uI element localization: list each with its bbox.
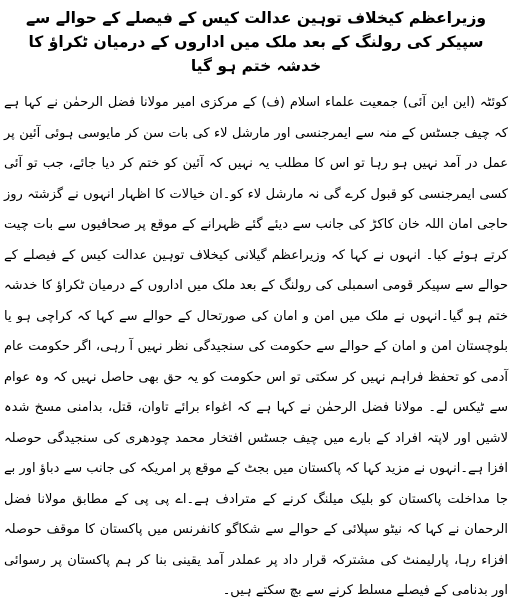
news-article — [4, 2, 508, 598]
article-body: کوئٹہ (این این آئی) جمعیت علماء اسلام (ف) کے مرکزی امیر مولانا فضل الرحمٰن نے کہا ہے کہ چیف جسٹس کے منہ سے ایمرجنسی اور مارشل لاء کی بات سن کر مایوسی ہوئی آئین پر عمل در آمد نہیں ہو رہا تو اس کا مطلب یہ نہیں کہ آئین کو ختم کر دیا جائے، جب تو آئی کسی ایمرجنسی کو قبول کرے گی نہ مارشل لاء کو۔ان خیالات کا اظہار انہوں نے گزشتہ روز حاجی امان اللہ خان کاکڑ کی جانب سے دیئے گئے ظہرانے کے موقع پر صحافیوں سے بات چیت کرتے ہوئے کیا۔ انہوں نے کہا کہ وزیراعظم گیلانی کیخلاف توہین عدالت کیس کے فیصلے کے حوالے سے سپیکر قومی اسمبلی کی رولنگ کے بعد ملک میں اداروں کے درمیان ٹکراؤ کا خدشہ ختم ہو گیا۔انہوں نے ملک میں امن و امان کی صورتحال کے حوالے سے کہا کہ کراچی ہو یا بلوچستان امن و امان کے حوالے سے حکومت کی سنجیدگی نظر نہیں آ رہی، اگر حکومت عام آدمی کو تحفظ فراہم نہیں کر سکتی تو اس حکومت کو یہ حق بھی حاصل نہیں کہ وہ عوام سے ٹیکس لے۔ مولانا فضل الرحمٰن نے کہا ہے کہ اغواء برائے تاوان، قتل، بدامنی مسخ شدہ لاشیں اور لاپتہ افراد کے بارے میں چیف جسٹس افتخار محمد چودھری کی سنجیدگی حوصلہ افزا ہے۔انہوں نے مزید کہا کہ پاکستان میں بجٹ کے موقع پر امریکہ کی جانب سے دباؤ اور بے جا مداخلت پاکستان کو بلیک میلنگ کرنے کے مترادف ہے۔اے پی پی کے مطابق مولانا فضل الرحمان نے کہا کہ نیٹو سپلائی کے حوالے سے شکاگو کانفرنس میں پاکستان کا موقف حوصلہ افزاء رہا، پارلیمنٹ کی مشترکہ قرار داد پر عملدر آمد یقینی بنا کر ہم پاکستان پر رسوائی اور بدنامی کے فیصلے مسلط کرنے سے بچ سکتے ہیں۔ — [4, 95, 508, 598]
article-headline: وزیراعظم کیخلاف توہین عدالت کیس کے فیصلے کے حوالے سے سپیکر کی رولنگ کے بعد ملک میں اداروں کے درمیان ٹکراؤ کا خدشہ ختم ہو گیا — [25, 9, 487, 75]
